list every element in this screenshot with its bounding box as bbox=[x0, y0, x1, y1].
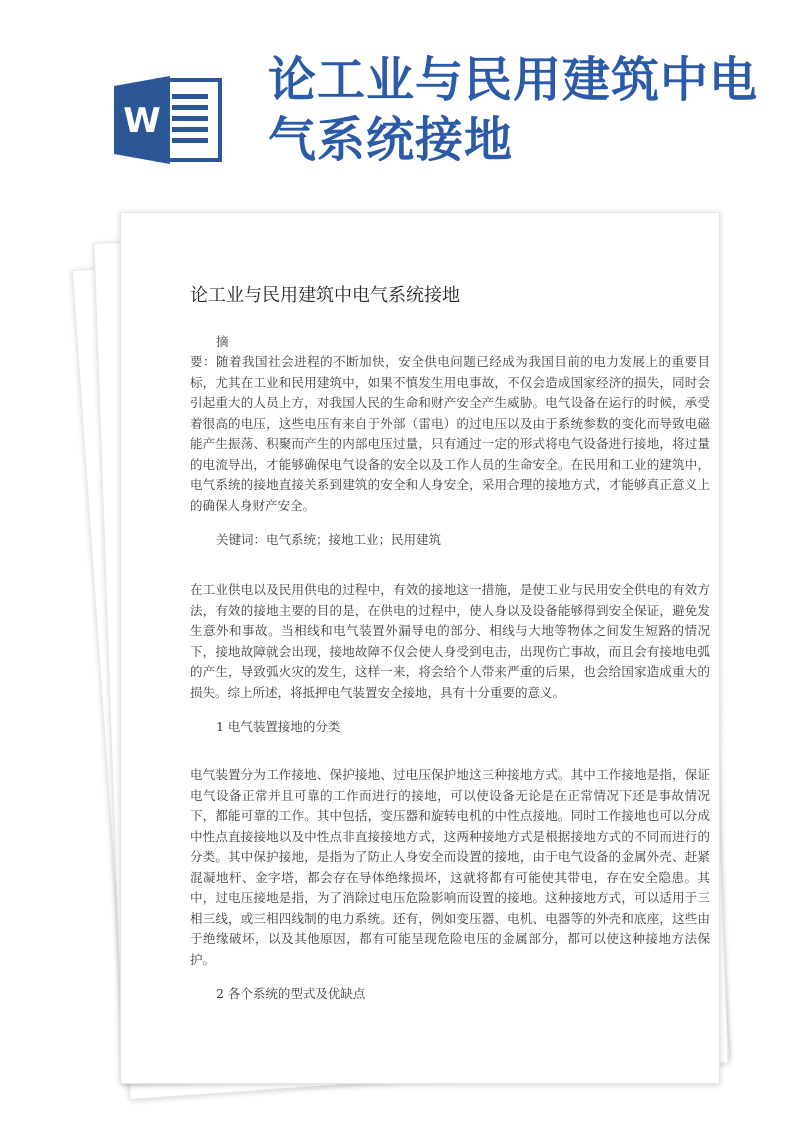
intro-paragraph: 在工业供电以及民用供电的过程中，有效的接地这一措施，是使工业与民用安全供电的有效方法，有效的接地主要的目的是，在供电的过程中，使人身以及设备能够得到安全保证，避免发生意外和事故。当相线和电气装置外漏导电的部分、相线与大地等物体之间发生短路的情况下，接地故障就会出现，接地故障不仅会使人身受到电击，出现伤亡事故，而且会有接地电弧的产生，导致弧火灾的发生，这样一来，将会给个人带来严重的后果，也会给国家造成重大的损失。综上所述，将抵押电气装置安全接地，具有十分重要的意义。 bbox=[190, 582, 710, 700]
document-body bbox=[190, 282, 710, 1004]
document-title: 论工业与民用建筑中电气系统接地 bbox=[190, 285, 460, 306]
abstract-label: 摘 bbox=[216, 334, 229, 349]
section-1-paragraph: 电气装置分为工作接地、保护接地、过电压保护地这三种接地方式。其中工作接地是指，保证电气设备正常并且可靠的工作而进行的接地，可以使设备无论是在正常情况下还是事故情况下，都能可靠的工作。其中包括，变压器和旋转电机的中性点接地。同时工作接地也可以分成中性点直接接地以及中性点非直接接地方式，这两种接地方式是根据接地方式的不同而进行的分类。其中保护接地，是指为了防止人身安全而设置的接地，由于电气设备的金属外壳、赶紧混凝地杆、金字塔，都会存在导体绝缘损坏，这就将都有可能使其带电，存在安全隐患。其中，过电压接地是指，为了消除过电压危险影响而设置的接地。这种接地方式，可以适用于三相三线，或三相四线制的电力系统。还有，例如变压器、电机、电器等的外壳和底座，这些由于绝缘破坏，以及其他原因，都有可能呈现危险电压的金属部分，都可以使这种接地方法保护。 bbox=[190, 767, 710, 967]
banner-title: 论工业与民用建筑中电气系统接地 bbox=[268, 52, 759, 168]
section-2-heading: 2 各个系统的型式及优缺点 bbox=[216, 986, 366, 1001]
abstract-paragraph: 要：随着我国社会进程的不断加快，安全供电问题已经成为我国目前的电力发展上的重要目标，尤其在工业和民用建筑中，如果不慎发生用电事故，不仅会造成国家经济的损失，同时会引起重大的人员上方，对我国人民的生命和财产安全产生威胁。电气设备在运行的时候，承受着很高的电压，这些电压有来自于外部（雷电）的过电压以及由于系统参数的变化而导致电磁能产生振荡、积聚而产生的内部电压过量，只有通过一定的形式将电气设备进行接地，将过量的电流导出，才能够确保电气设备的安全以及工作人员的生命安全。在民用和工业的建筑中，电气系统的接地直接关系到建筑的安全和人身安全，采用合理的接地方式，才能够真正意义上的确保人身财产安全。 bbox=[190, 354, 710, 513]
section-1-heading: 1 电气装置接地的分类 bbox=[216, 719, 341, 734]
keywords-line: 关键词：电气系统；接地工业；民用建筑 bbox=[216, 532, 442, 547]
svg-text:W: W bbox=[123, 101, 161, 141]
word-doc-icon bbox=[112, 72, 232, 168]
